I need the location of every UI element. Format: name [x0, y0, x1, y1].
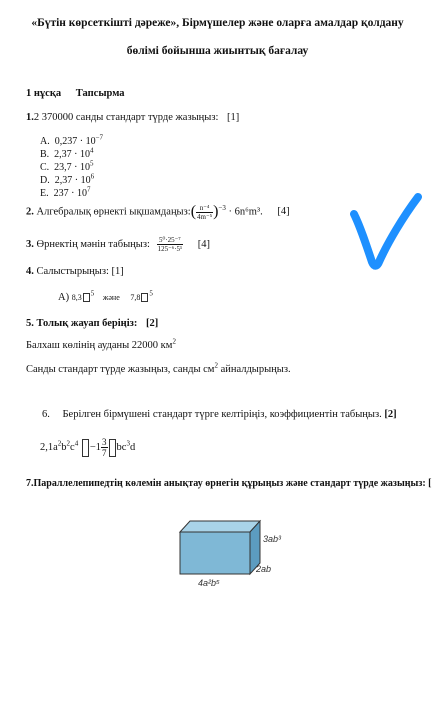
question-number: 3.: [26, 238, 34, 250]
placeholder-box-icon: [83, 293, 90, 302]
question-points: [1]: [227, 112, 240, 123]
question-6: [42, 409, 397, 420]
question-5: 5. Толық жауап беріңіз: [2]: [26, 318, 159, 329]
question-5-line2: Санды стандарт түрде жазыңыз, санды $см^2$ айналдырыңыз.: [26, 361, 291, 375]
depth-label: 2ab: [256, 564, 272, 574]
question-points: [2]: [384, 409, 397, 420]
question-3: [26, 236, 210, 253]
variant-header: [26, 88, 125, 99]
question-number: 6.: [42, 409, 50, 420]
parallelepiped-figure: [170, 512, 300, 592]
placeholder-box-icon: [109, 439, 116, 457]
question-text: Салыстырыңыз:: [36, 266, 109, 277]
question-number: 2.: [26, 206, 34, 218]
option-c: C. $23,7 \cdot 10^5$: [40, 159, 94, 173]
question-points: [1]: [111, 266, 124, 277]
checkmark-icon: [348, 192, 423, 272]
question-7: 7.Параллелепипедтің көлемін анықтау өрнегін құрыңыз және стандарт түрде жазыңыз: [: [26, 478, 432, 489]
question-points: [4]: [277, 206, 290, 218]
placeholder-box-icon: [82, 439, 89, 457]
option-d: D. $2,37 \cdot 10^6$: [40, 172, 95, 186]
question-1: [26, 112, 239, 123]
question-2: 2. Алгебралық өрнекті ықшамдаңыз:( $\frac{\text{n⁻⁴}}{\text{4m⁻⁵}}$ )$^{-3}$ · 6n⁶m³. [4]: [26, 203, 290, 221]
task-label: Тапсырма: [75, 88, 125, 99]
question-points: [4]: [197, 238, 211, 250]
question-text: Алгебралық өрнекті ықшамдаңыз:: [36, 206, 191, 218]
question-number: 1.: [26, 112, 34, 123]
compare-item: A) 8,3 $^5$ және 7,8 $^5$: [58, 289, 153, 303]
width-label: 4a²b⁵: [198, 578, 220, 588]
box-front-face: [180, 532, 250, 574]
option-e: E. $237 \cdot 10^7$: [40, 185, 91, 199]
placeholder-box-icon: [141, 293, 148, 302]
option-a: A. $0,237 \cdot 10^{-7}$: [40, 133, 104, 147]
fraction: $\frac{\text{5⁰·25⁻⁷}}{\text{125⁻⁶·5¹}}$: [157, 236, 183, 253]
question-text: Өрнектің мәнін табыңыз:: [36, 238, 150, 250]
question-number: 4.: [26, 266, 34, 277]
option-b: B. $2,37 \cdot 10^4$: [40, 146, 94, 160]
question-4: [26, 266, 124, 277]
box-top-face: [180, 521, 260, 532]
page-subtitle: бөлімі бойынша жиынтық бағалау: [126, 45, 309, 57]
fraction: $\frac{\text{n⁻⁴}}{\text{4m⁻⁵}}$: [197, 203, 213, 221]
page-title: «Бүтін көрсеткішті дәреже», Бірмүшелер және оларға амалдар қолдану: [31, 17, 404, 29]
monomial-expression: $2,1a^2b^2c^4 -1$ $\frac{3}{7}$ $bc^3d$: [40, 437, 136, 458]
question-5-line1: Балхаш көлінің ауданы 22000 $км^2$: [26, 337, 176, 351]
variant-label: 1 нұсқа: [26, 88, 62, 99]
height-label: 3ab³: [263, 534, 282, 544]
question-text: 2 370000 санды стандарт түрде жазыңыз:: [33, 112, 219, 123]
expression-tail: · 6n⁶m³.: [228, 206, 263, 218]
question-text: Берілген бірмүшені стандарт түрге келтіріңіз, коэффициентін табыңыз.: [62, 409, 382, 420]
